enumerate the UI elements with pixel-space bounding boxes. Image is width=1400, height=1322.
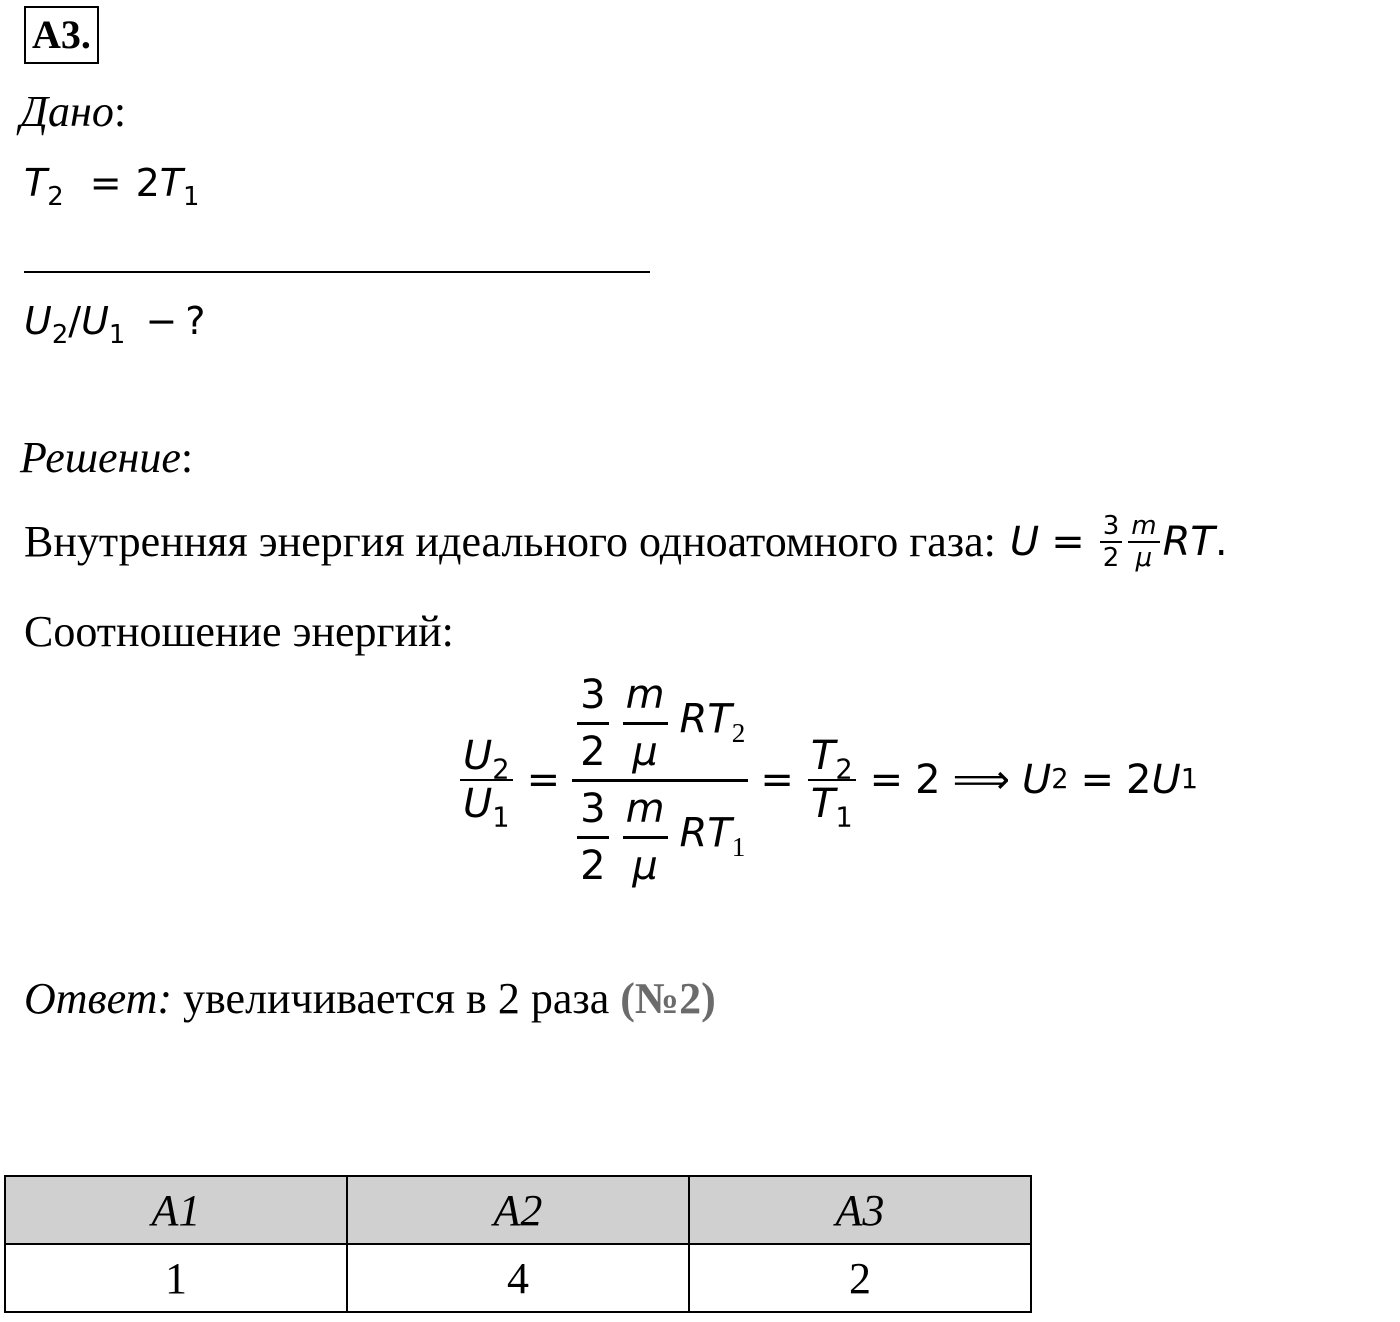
equals-sign: = bbox=[1080, 757, 1115, 803]
var-u: U bbox=[1151, 757, 1181, 803]
denominator: 2 bbox=[1102, 543, 1120, 573]
period: . bbox=[1214, 519, 1228, 565]
mass-fraction bbox=[1128, 511, 1159, 573]
denominator: 2 bbox=[580, 842, 606, 889]
numerator: m bbox=[625, 671, 665, 718]
numerator: 3 bbox=[580, 785, 606, 832]
answers-table bbox=[4, 1175, 1032, 1313]
energy-text: Внутренняя энергия идеального одноатомного газа: bbox=[24, 517, 996, 566]
equals-sign: = bbox=[89, 161, 122, 205]
table-header-row bbox=[5, 1176, 1031, 1244]
denominator bbox=[572, 786, 748, 889]
given-heading bbox=[20, 86, 126, 138]
fraction-bar bbox=[572, 779, 748, 782]
sub-2: 2 bbox=[47, 182, 64, 213]
ratio-equation: $\frac{U_2}{U_1}$ = $\frac{3}{2}$ $\frac{m}{\mu}$ $RT_2$ $\frac{3}{2}$ $\frac{m}{\mu}$ $RT_1$ = $\frac{T_2}{T_1}$ = 2 ⟹ U 2 = 2 U 1 bbox=[458, 670, 1198, 890]
coef-fraction bbox=[1100, 511, 1123, 573]
energy-ratio-fraction bbox=[572, 672, 748, 889]
equals-sign: = bbox=[869, 757, 904, 803]
var-u: U bbox=[463, 733, 493, 779]
answer-text: увеличивается в 2 раза bbox=[183, 974, 610, 1023]
fraction-bar bbox=[577, 836, 608, 839]
coef-fraction bbox=[577, 672, 608, 775]
implies-arrow: ⟹ bbox=[952, 757, 1010, 803]
find-expression bbox=[24, 298, 206, 351]
fraction-bar bbox=[577, 722, 608, 725]
var-r: R bbox=[679, 696, 708, 743]
equals-sign: = bbox=[760, 757, 794, 803]
numerator: 3 bbox=[1102, 511, 1120, 541]
denominator: μ bbox=[632, 728, 658, 775]
var-u: U bbox=[1021, 757, 1052, 803]
final-coefficient: 2 bbox=[1126, 757, 1152, 803]
var-u: U bbox=[24, 299, 52, 343]
numerator: m bbox=[625, 785, 665, 832]
task-number-box: А3. bbox=[24, 6, 99, 64]
denominator bbox=[460, 781, 513, 834]
solution-heading-text: Решение bbox=[20, 433, 181, 482]
sub-1: 1 bbox=[731, 831, 746, 862]
numerator bbox=[460, 733, 513, 786]
sub-1: 1 bbox=[183, 182, 200, 213]
fraction-bar bbox=[623, 836, 668, 839]
table-cell: 4 bbox=[347, 1244, 689, 1312]
table-header: А1 bbox=[5, 1176, 347, 1244]
var-u: U bbox=[81, 299, 109, 343]
var-u: U bbox=[463, 781, 493, 827]
given-heading-colon: : bbox=[113, 87, 127, 136]
table-row bbox=[5, 1244, 1031, 1312]
sub-1: 1 bbox=[108, 320, 126, 351]
numerator: 3 bbox=[580, 671, 606, 718]
answer-label: Ответ: bbox=[24, 974, 173, 1023]
sub-2: 2 bbox=[51, 320, 69, 351]
var-u: U bbox=[1009, 519, 1040, 565]
given-divider bbox=[24, 271, 650, 273]
numerator bbox=[572, 672, 748, 775]
ratio-text: Соотношение энергий: bbox=[24, 607, 454, 656]
denominator: 2 bbox=[580, 728, 606, 775]
sub-1: 1 bbox=[835, 802, 853, 834]
coef-fraction bbox=[577, 786, 608, 889]
var-t: T bbox=[159, 161, 183, 205]
numerator: m bbox=[1131, 511, 1157, 541]
equals-sign: = bbox=[1051, 519, 1085, 565]
denominator bbox=[808, 781, 856, 834]
table-header: А3 bbox=[689, 1176, 1031, 1244]
slash: / bbox=[68, 299, 82, 343]
table-cell: 2 bbox=[689, 1244, 1031, 1312]
dash: − bbox=[145, 299, 178, 343]
solution-heading bbox=[20, 432, 193, 484]
mass-fraction bbox=[623, 786, 668, 889]
var-r: R bbox=[679, 810, 708, 857]
solution-heading-colon: : bbox=[180, 433, 194, 482]
var-t: T bbox=[810, 781, 836, 827]
mass-fraction bbox=[623, 672, 668, 775]
given-condition bbox=[24, 160, 200, 213]
sub-2: 2 bbox=[731, 717, 746, 748]
ratio-result: 2 bbox=[915, 757, 941, 803]
sub-2: 2 bbox=[492, 754, 510, 786]
fraction-bar bbox=[623, 722, 668, 725]
answer-number: (№2) bbox=[620, 974, 716, 1023]
var-t: T bbox=[707, 696, 732, 743]
answer-line bbox=[24, 972, 716, 1026]
question-mark: ? bbox=[185, 299, 206, 343]
var-rt: RT bbox=[1162, 519, 1215, 565]
denominator: μ bbox=[632, 842, 658, 889]
t-ratio-fraction bbox=[808, 733, 856, 834]
var-t: T bbox=[24, 161, 48, 205]
sub-2: 2 bbox=[835, 754, 853, 786]
var-t: T bbox=[810, 733, 836, 779]
u-ratio-fraction bbox=[460, 733, 513, 834]
numerator bbox=[808, 733, 856, 786]
energy-line bbox=[24, 492, 1228, 592]
coefficient: 2 bbox=[135, 161, 160, 205]
table-header: А2 bbox=[347, 1176, 689, 1244]
var-t: T bbox=[707, 810, 732, 857]
denominator: μ bbox=[1135, 543, 1153, 573]
sub-1: 1 bbox=[492, 802, 510, 834]
table-cell: 1 bbox=[5, 1244, 347, 1312]
equals-sign: = bbox=[526, 757, 561, 803]
given-heading-text: Дано bbox=[20, 87, 114, 136]
